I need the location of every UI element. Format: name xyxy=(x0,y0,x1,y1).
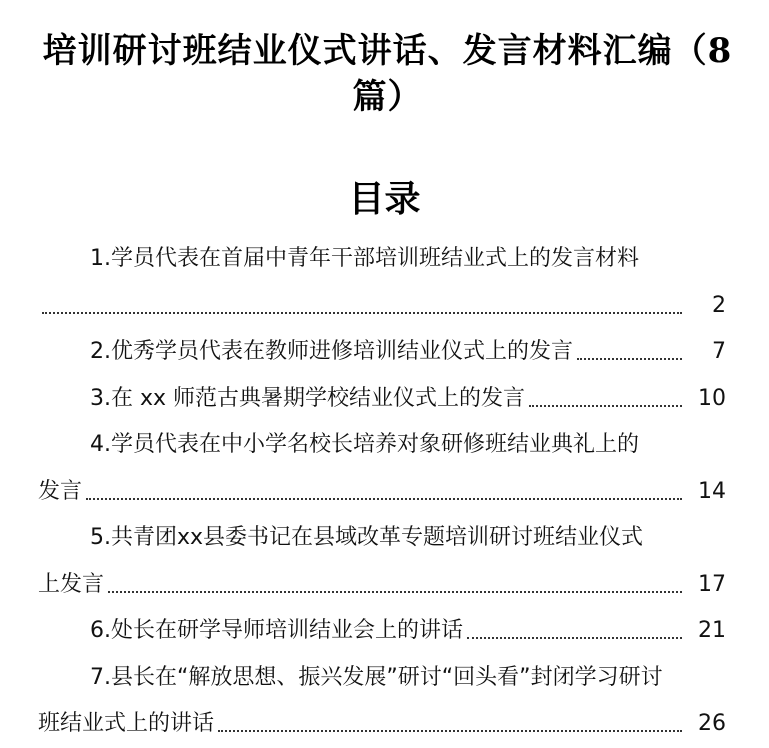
toc-entry-title: 2.优秀学员代表在教师进修培训结业仪式上的发言 xyxy=(90,339,573,364)
toc-entry-title: 4.学员代表在中小学名校长培养对象研修班结业典礼上的 xyxy=(90,432,639,457)
toc-entry-7[interactable] xyxy=(38,655,762,748)
toc-entry-title: 7.县长在“解放思想、振兴发展”研讨“回头看”封闭学习研讨 xyxy=(90,664,663,690)
dot-leader xyxy=(108,569,682,593)
toc-page-number: 10 xyxy=(698,385,726,411)
toc-heading: 目录 xyxy=(348,178,421,220)
toc-page-number: 17 xyxy=(698,571,726,597)
dot-leader xyxy=(467,615,682,639)
dot-leader xyxy=(218,708,682,732)
toc-page-number: 7 xyxy=(712,339,726,364)
toc-entry-title: 6.处长在研学导师培训结业会上的讲话 xyxy=(90,618,463,643)
toc-entry-title: 5.共青团xx县委书记在县域改革专题培训研讨班结业仪式 xyxy=(90,525,644,550)
toc-entry-title-continuation: 班结业式上的讲话 xyxy=(38,711,215,736)
toc-entry-3[interactable] xyxy=(38,376,762,423)
toc-entry-title-continuation: 发言 xyxy=(38,478,83,504)
toc-entry-1[interactable] xyxy=(38,236,762,329)
toc-entry-title-continuation: 上发言 xyxy=(38,571,105,597)
dot-leader xyxy=(577,336,682,360)
toc-entry-5[interactable] xyxy=(38,515,762,608)
dot-leader xyxy=(86,476,682,500)
toc-page-number: 14 xyxy=(698,478,726,504)
document-title: 培训研讨班结业仪式讲话、发言材料汇编（8篇） xyxy=(42,31,733,117)
dot-leader xyxy=(42,290,682,314)
toc-entry-title: 1.学员代表在首届中青年干部培训班结业式上的发言材料 xyxy=(90,246,639,271)
toc-page-number: 26 xyxy=(698,711,726,736)
toc-page-number: 21 xyxy=(698,618,726,643)
toc-page-number: 2 xyxy=(712,292,726,318)
toc-entry-title: 3.在 xx 师范古典暑期学校结业仪式上的发言 xyxy=(90,385,526,411)
toc-entry-6[interactable] xyxy=(38,608,762,655)
table-of-contents xyxy=(38,236,762,748)
dot-leader xyxy=(529,383,682,407)
toc-entry-2[interactable] xyxy=(38,329,762,376)
toc-entry-4[interactable] xyxy=(38,422,762,515)
